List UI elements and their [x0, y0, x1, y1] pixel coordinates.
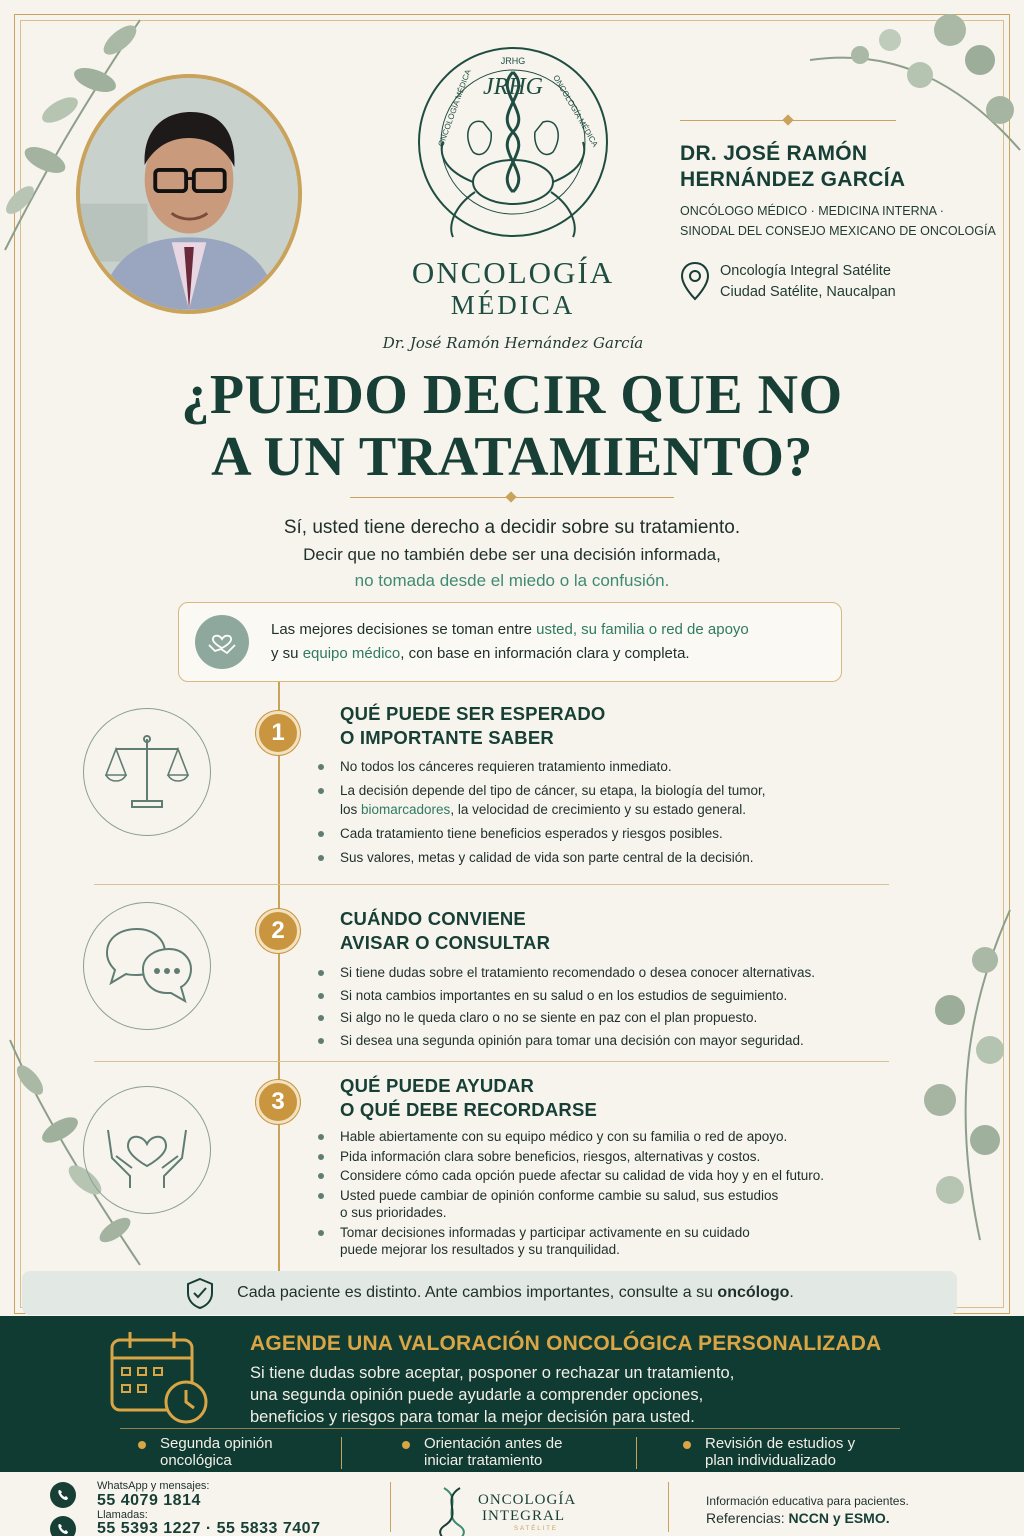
intro-line2: Decir que no también debe ser una decisión informada, [303, 545, 721, 564]
logo-ring-left-text: ONCOLOGÍA MÉDICA [436, 68, 473, 148]
footer-separator [390, 1482, 391, 1532]
clinic-logo [432, 1486, 602, 1536]
list-item-text: , la velocidad de crecimiento y su estado general. [450, 802, 746, 817]
page-title [0, 364, 1024, 488]
calls-numbers[interactable]: 55 5393 1227 · 55 5833 7407 [97, 1520, 321, 1536]
section-title-1-line1: QUÉ PUEDE SER ESPERADO [340, 703, 606, 724]
doctor-role-line2: SINODAL DEL CONSEJO MEXICANO DE ONCOLOGÍA [680, 224, 996, 238]
shared-decision-callout [178, 602, 842, 682]
callout-highlight1: usted, su familia o red de apoyo [536, 621, 749, 638]
location-line2: Ciudad Satélite, Naucalpan [720, 284, 896, 300]
calls-label: Llamadas: [97, 1509, 148, 1521]
hands-heart-icon [83, 1086, 211, 1214]
ref-value: NCCN y ESMO. [788, 1510, 890, 1526]
intro-line1: Sí, usted tiene derecho a decidir sobre su tratamiento. [283, 517, 741, 538]
doctor-name-line1: DR. JOSÉ RAMÓN [680, 142, 868, 165]
callout-part3: , con base en información clara y completa. [400, 645, 690, 662]
list-item-text: o sus prioridades. [340, 1205, 447, 1220]
section-title-2-line2: AVISAR O CONSULTAR [340, 932, 551, 953]
logo-signature: Dr. José Ramón Hernández García [382, 334, 644, 352]
list-item: Cada tratamiento tiene beneficios esperados y riesgos posibles. [318, 824, 918, 843]
shield-check-icon [185, 1277, 215, 1309]
section-divider-1 [94, 884, 889, 885]
section-number-2: 2 [256, 909, 300, 953]
handshake-heart-icon [195, 615, 249, 669]
section-list-2 [318, 963, 918, 1053]
note-end: . [789, 1284, 794, 1301]
note-bold: oncólogo [717, 1284, 790, 1301]
title-divider [350, 497, 674, 498]
clinic-logo-line2: INTEGRAL [482, 1508, 565, 1524]
list-item: Hable abiertamente con su equipo médico y con su familia o red de apoyo. [318, 1128, 918, 1146]
intro-text [0, 514, 1024, 594]
footer-separator [668, 1482, 669, 1532]
doctor-role-line1: ONCÓLOGO MÉDICO · MEDICINA INTERNA · [680, 204, 944, 218]
footer-info: Información educativa para pacientes. [706, 1494, 909, 1508]
section-title-3-line2: O QUÉ DEBE RECORDARSE [340, 1099, 598, 1120]
callout-part2: y su [271, 645, 303, 662]
dna-icon [432, 1486, 472, 1536]
list-item-text: los [340, 802, 362, 817]
feature-line: Revisión de estudios y [705, 1435, 856, 1452]
logo-title-line1: ONCOLOGÍA [411, 255, 615, 290]
footer-references [706, 1510, 890, 1526]
list-item-text: puede mejorar los resultados y su tranquilidad. [340, 1242, 620, 1257]
list-item [318, 1224, 918, 1259]
whatsapp-label: WhatsApp y mensajes: [97, 1480, 210, 1492]
doctor-photo [76, 74, 302, 314]
doctor-info [680, 120, 1000, 303]
feature-separator [341, 1437, 342, 1469]
list-item-text: La decisión depende del tipo de cáncer, su etapa, la biología del tumor, [340, 783, 766, 798]
location-line1: Oncología Integral Satélite [720, 263, 891, 279]
feature-line: Orientación antes de [424, 1435, 563, 1452]
logo-ring-right-text: ONCOLOGÍA MÉDICA [551, 73, 600, 149]
list-item: Si desea una segunda opinión para tomar una decisión con mayor seguridad. [318, 1031, 918, 1050]
section-title-3 [340, 1074, 597, 1122]
feature-separator [636, 1437, 637, 1469]
oncology-logo [382, 42, 644, 352]
section-divider-2 [94, 1061, 889, 1062]
doctor-info-divider [680, 120, 896, 121]
biomarkers-highlight: biomarcadores [361, 802, 451, 817]
section-title-2 [340, 907, 550, 955]
patient-note-bar [22, 1271, 957, 1315]
doctor-location [680, 261, 1000, 303]
feature-line: Segunda opinión [160, 1435, 273, 1452]
feature-orientation [402, 1435, 562, 1469]
ref-label: Referencias: [706, 1510, 789, 1526]
section-title-3-line1: QUÉ PUEDE AYUDAR [340, 1075, 535, 1096]
feature-line: plan individualizado [705, 1452, 836, 1469]
page-title-line2: A UN TRATAMIENTO? [211, 426, 813, 488]
list-item [318, 1187, 918, 1222]
intro-line3: no tomada desde el miedo o la confusión. [354, 571, 670, 590]
cta-body-line3: beneficios y riesgos para tomar la mejor decisión para usted. [250, 1408, 695, 1426]
page-title-line1: ¿PUEDO DECIR QUE NO [181, 364, 843, 426]
cta-features [0, 1316, 1024, 1472]
clinic-logo-line1: ONCOLOGÍA [478, 1492, 577, 1508]
section-number-1: 1 [256, 711, 300, 755]
logo-title-line2: MÉDICA [450, 290, 576, 320]
callout-part1: Las mejores decisiones se toman entre [271, 621, 537, 638]
location-pin-icon [680, 261, 710, 301]
list-item-text: Usted puede cambiar de opinión conforme cambie su salud, sus estudios [340, 1187, 779, 1203]
section-list-3 [318, 1128, 918, 1261]
chat-bubbles-icon [83, 902, 211, 1030]
logo-monogram: JRHG [483, 74, 543, 100]
phone-icon[interactable] [50, 1516, 76, 1536]
section-list-1 [318, 757, 918, 872]
feature-line: iniciar tratamiento [424, 1452, 543, 1469]
doctor-name [680, 141, 1000, 193]
section-title-1 [340, 702, 606, 750]
list-item: Considere cómo cada opción puede afectar su calidad de vida hoy y en el futuro. [318, 1167, 918, 1185]
list-item: Si algo no le queda claro o no se siente en paz con el plan propuesto. [318, 1008, 918, 1027]
cta-title: AGENDE UNA VALORACIÓN ONCOLÓGICA PERSONALIZADA [250, 1332, 882, 1355]
clinic-logo-line3: SATÉLITE [514, 1526, 558, 1532]
list-item: Sus valores, metas y calidad de vida son parte central de la decisión. [318, 848, 918, 867]
crab-dna-emblem-icon [413, 42, 613, 252]
logo-small-monogram: JRHG [500, 56, 526, 66]
section-number-3: 3 [256, 1080, 300, 1124]
list-item: Si nota cambios importantes en su salud o en los estudios de seguimiento. [318, 986, 918, 1005]
list-item-text: Tomar decisiones informadas y participar activamente en su cuidado [340, 1224, 750, 1240]
doctor-name-line2: HERNÁNDEZ GARCÍA [680, 168, 906, 191]
cta-body-line1: Si tiene dudas sobre aceptar, posponer o rechazar un tratamiento, [250, 1364, 735, 1382]
whatsapp-number[interactable]: 55 4079 1814 [97, 1492, 201, 1509]
cta-body-line2: una segunda opinión puede ayudarle a comprender opciones, [250, 1386, 704, 1404]
list-item: Si tiene dudas sobre el tratamiento recomendado o desea conocer alternativas. [318, 963, 918, 982]
list-item: No todos los cánceres requieren tratamiento inmediato. [318, 757, 918, 776]
note-text: Cada paciente es distinto. Ante cambios importantes, consulte a su [237, 1284, 718, 1301]
whatsapp-icon[interactable] [50, 1482, 76, 1508]
doctor-roles [680, 201, 1000, 241]
section-title-2-line1: CUÁNDO CONVIENE [340, 908, 526, 929]
list-item [318, 781, 918, 819]
scales-icon [83, 708, 211, 836]
feature-study-review [683, 1435, 855, 1469]
list-item: Pida información clara sobre beneficios, riesgos, alternativas y costos. [318, 1148, 918, 1166]
feature-second-opinion [138, 1435, 273, 1469]
footer [0, 1472, 1024, 1536]
timeline-line [278, 682, 280, 1272]
section-title-1-line2: O IMPORTANTE SABER [340, 727, 554, 748]
callout-highlight2: equipo médico [302, 645, 401, 662]
feature-line: oncológica [160, 1452, 232, 1469]
